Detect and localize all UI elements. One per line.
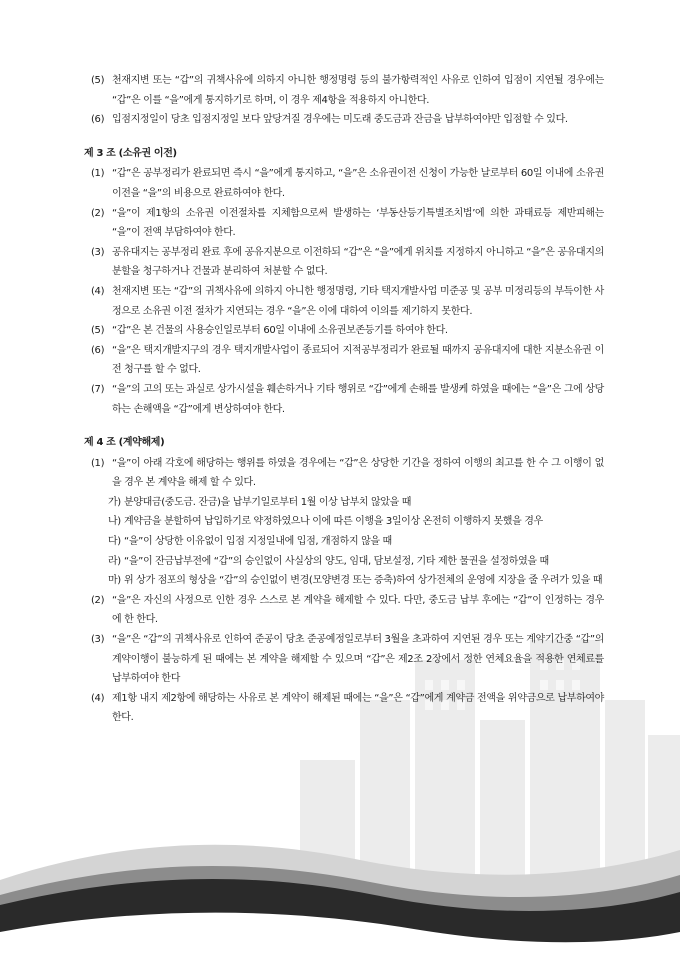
item-text: 천재지변 또는 “갑”의 귀책사유에 의하지 아니한 행정명령, 기타 택지개발사업 미준공 및 공부 미정리등의 부득이한 사정으로 소유권 이전 절차가 지연되는 경우 “을”은 이에 대하여 이의를 제기하지 못한다. [112,285,604,317]
article-3-item-6 [72,341,604,380]
sub-text: “을”이 잔금납부전에 “갑”의 승인없이 사실상의 양도, 임대, 담보설정, 기타 제한 물권을 설정하였을 때 [124,555,549,567]
item-number: (2) [91,594,105,606]
article-3-item-1 [72,164,604,203]
item-number: (4) [91,692,105,704]
item-number: (6) [91,344,105,356]
article-3-item-4 [72,282,604,321]
sub-text: 위 상가 점포의 형상을 “갑”의 승인없이 변경(모양변경 또는 증축)하여 상가전체의 운영에 지장을 줄 우려가 있을 때 [124,575,603,587]
item-text: 공유대지는 공부정리 완료 후에 공유지분으로 이전하되 “갑”은 “을”에게 위치를 지정하지 아니하고 “을”은 공유대지의 분할을 청구하거나 건물과 분리하여 처분할 수 없다. [112,246,604,278]
item-number: (1) [91,457,105,469]
sub-text: “을”이 상당한 이유없이 입점 지정일내에 입점, 개점하지 않을 때 [124,536,392,548]
sub-number: 라) [108,555,121,567]
item-number: (6) [91,114,105,126]
item-number: (5) [91,325,105,337]
item-text: “을”이 아래 각호에 해당하는 행위를 하였을 경우에는 “갑”은 상당한 기간을 정하여 이행의 최고를 한 수 그 이행이 없을 경우 본 계약을 해제 할 수 있다. [112,457,604,489]
sub-number: 마) [108,575,121,587]
article-4-sub-ga [72,493,604,513]
item-number: (5) [91,75,105,86]
item-number: (3) [91,634,105,646]
article-4-title: 제 4 조 (계약해제) [84,437,165,449]
sub-number: 가) [108,496,121,508]
item-5 [72,71,604,110]
item-text: “갑”은 공부정리가 완료되면 즉시 “을”에게 통지하고, “을”은 소유권이전 신청이 가능한 날로부터 60일 이내에 소유권이전을 “을”의 비용으로 완료하여야 한다. [112,168,604,199]
article-4-sub-na [72,512,604,532]
item-text: 입점지정일이 당초 입점지정일 보다 앞당겨질 경우에는 미도래 중도금과 잔금을 납부하여야만 입점할 수 있다. [112,114,568,126]
item-6 [72,110,604,130]
sub-number: 다) [108,536,121,548]
item-number: (4) [91,285,105,297]
sub-number: 나) [108,516,121,528]
item-text: 제1항 내지 제2항에 해당하는 사유로 본 계약이 해제된 때에는 “을”은 “갑”에게 계약금 전액을 위약금으로 납부하여야 한다. [112,692,604,724]
article-4-item-1 [72,454,604,493]
item-text: “을”은 “갑”의 귀책사유로 인하여 준공이 당초 준공예정일로부터 3월을 초과하여 지연된 경우 또는 계약기간중 “갑”의 계약이행이 불능하게 된 때에는 본 계약을 해제할 수 있으며 “갑”은 제2조 2장에서 정한 연체요율을 적용한 연체료를 납부하여야 한다 [112,634,604,685]
item-text: “을”의 고의 또는 과실로 상가시설을 훼손하거나 기타 행위로 “갑”에게 손해를 발생케 하였을 때에는 “을”은 그에 상당하는 손해액을 “갑”에게 변상하여야 한다. [112,383,604,415]
sub-text: 계약금을 분할하여 납입하기로 약정하였으나 이에 따른 이행을 3일이상 온전히 이행하지 못했을 경우 [124,516,543,528]
article-4-item-2 [72,591,604,630]
article-3-item-5 [72,321,604,341]
item-text: “을”은 택지개발지구의 경우 택지개발사업이 종료되어 지적공부정리가 완료될 때까지 공유대지에 대한 지분소유권 이전 청구를 할 수 없다. [112,344,604,376]
sub-text: 분양대금(중도금. 잔금)을 납부기일로부터 1월 이상 납부치 않았을 때 [124,496,412,508]
article-3-item-2 [72,204,604,243]
article-4-sub-ra [72,552,604,572]
item-number: (7) [91,383,105,395]
article-3-item-3 [72,243,604,282]
item-text: 천재지변 또는 “갑”의 귀책사유에 의하지 아니한 행정명령 등의 불가항력적인 사유로 인하여 입점이 지연될 경우에는 “갑”은 이를 “을”에게 통지하기로 하며, 이 경우 제4항을 적용하지 아니한다. [112,75,604,106]
item-text: “을”이 제1항의 소유권 이전절차를 지체함으로써 발생하는 ‘부동산등기특별조치법’에 의한 과태료등 제반피해는 “을”이 전액 부담하여야 한다. [112,207,604,239]
article-4-item-3 [72,630,604,689]
article-3-item-7 [72,380,604,419]
item-text: “을”은 자신의 사정으로 인한 경우 스스로 본 계약을 해제할 수 있다. 다만, 중도금 납부 후에는 “갑”이 인정하는 경우에 한 한다. [112,594,604,626]
article-4-item-4 [72,689,604,728]
item-number: (3) [91,246,105,258]
document-body [72,71,604,728]
item-number: (1) [91,168,105,180]
article-4-sub-ma [72,571,604,591]
item-number: (2) [91,207,105,219]
article-4-sub-da [72,532,604,552]
article-3-title: 제 3 조 (소유권 이전) [84,147,177,159]
item-text: “갑”은 본 건물의 사용승인일로부터 60일 이내에 소유권보존등기를 하여야 한다. [112,325,448,337]
